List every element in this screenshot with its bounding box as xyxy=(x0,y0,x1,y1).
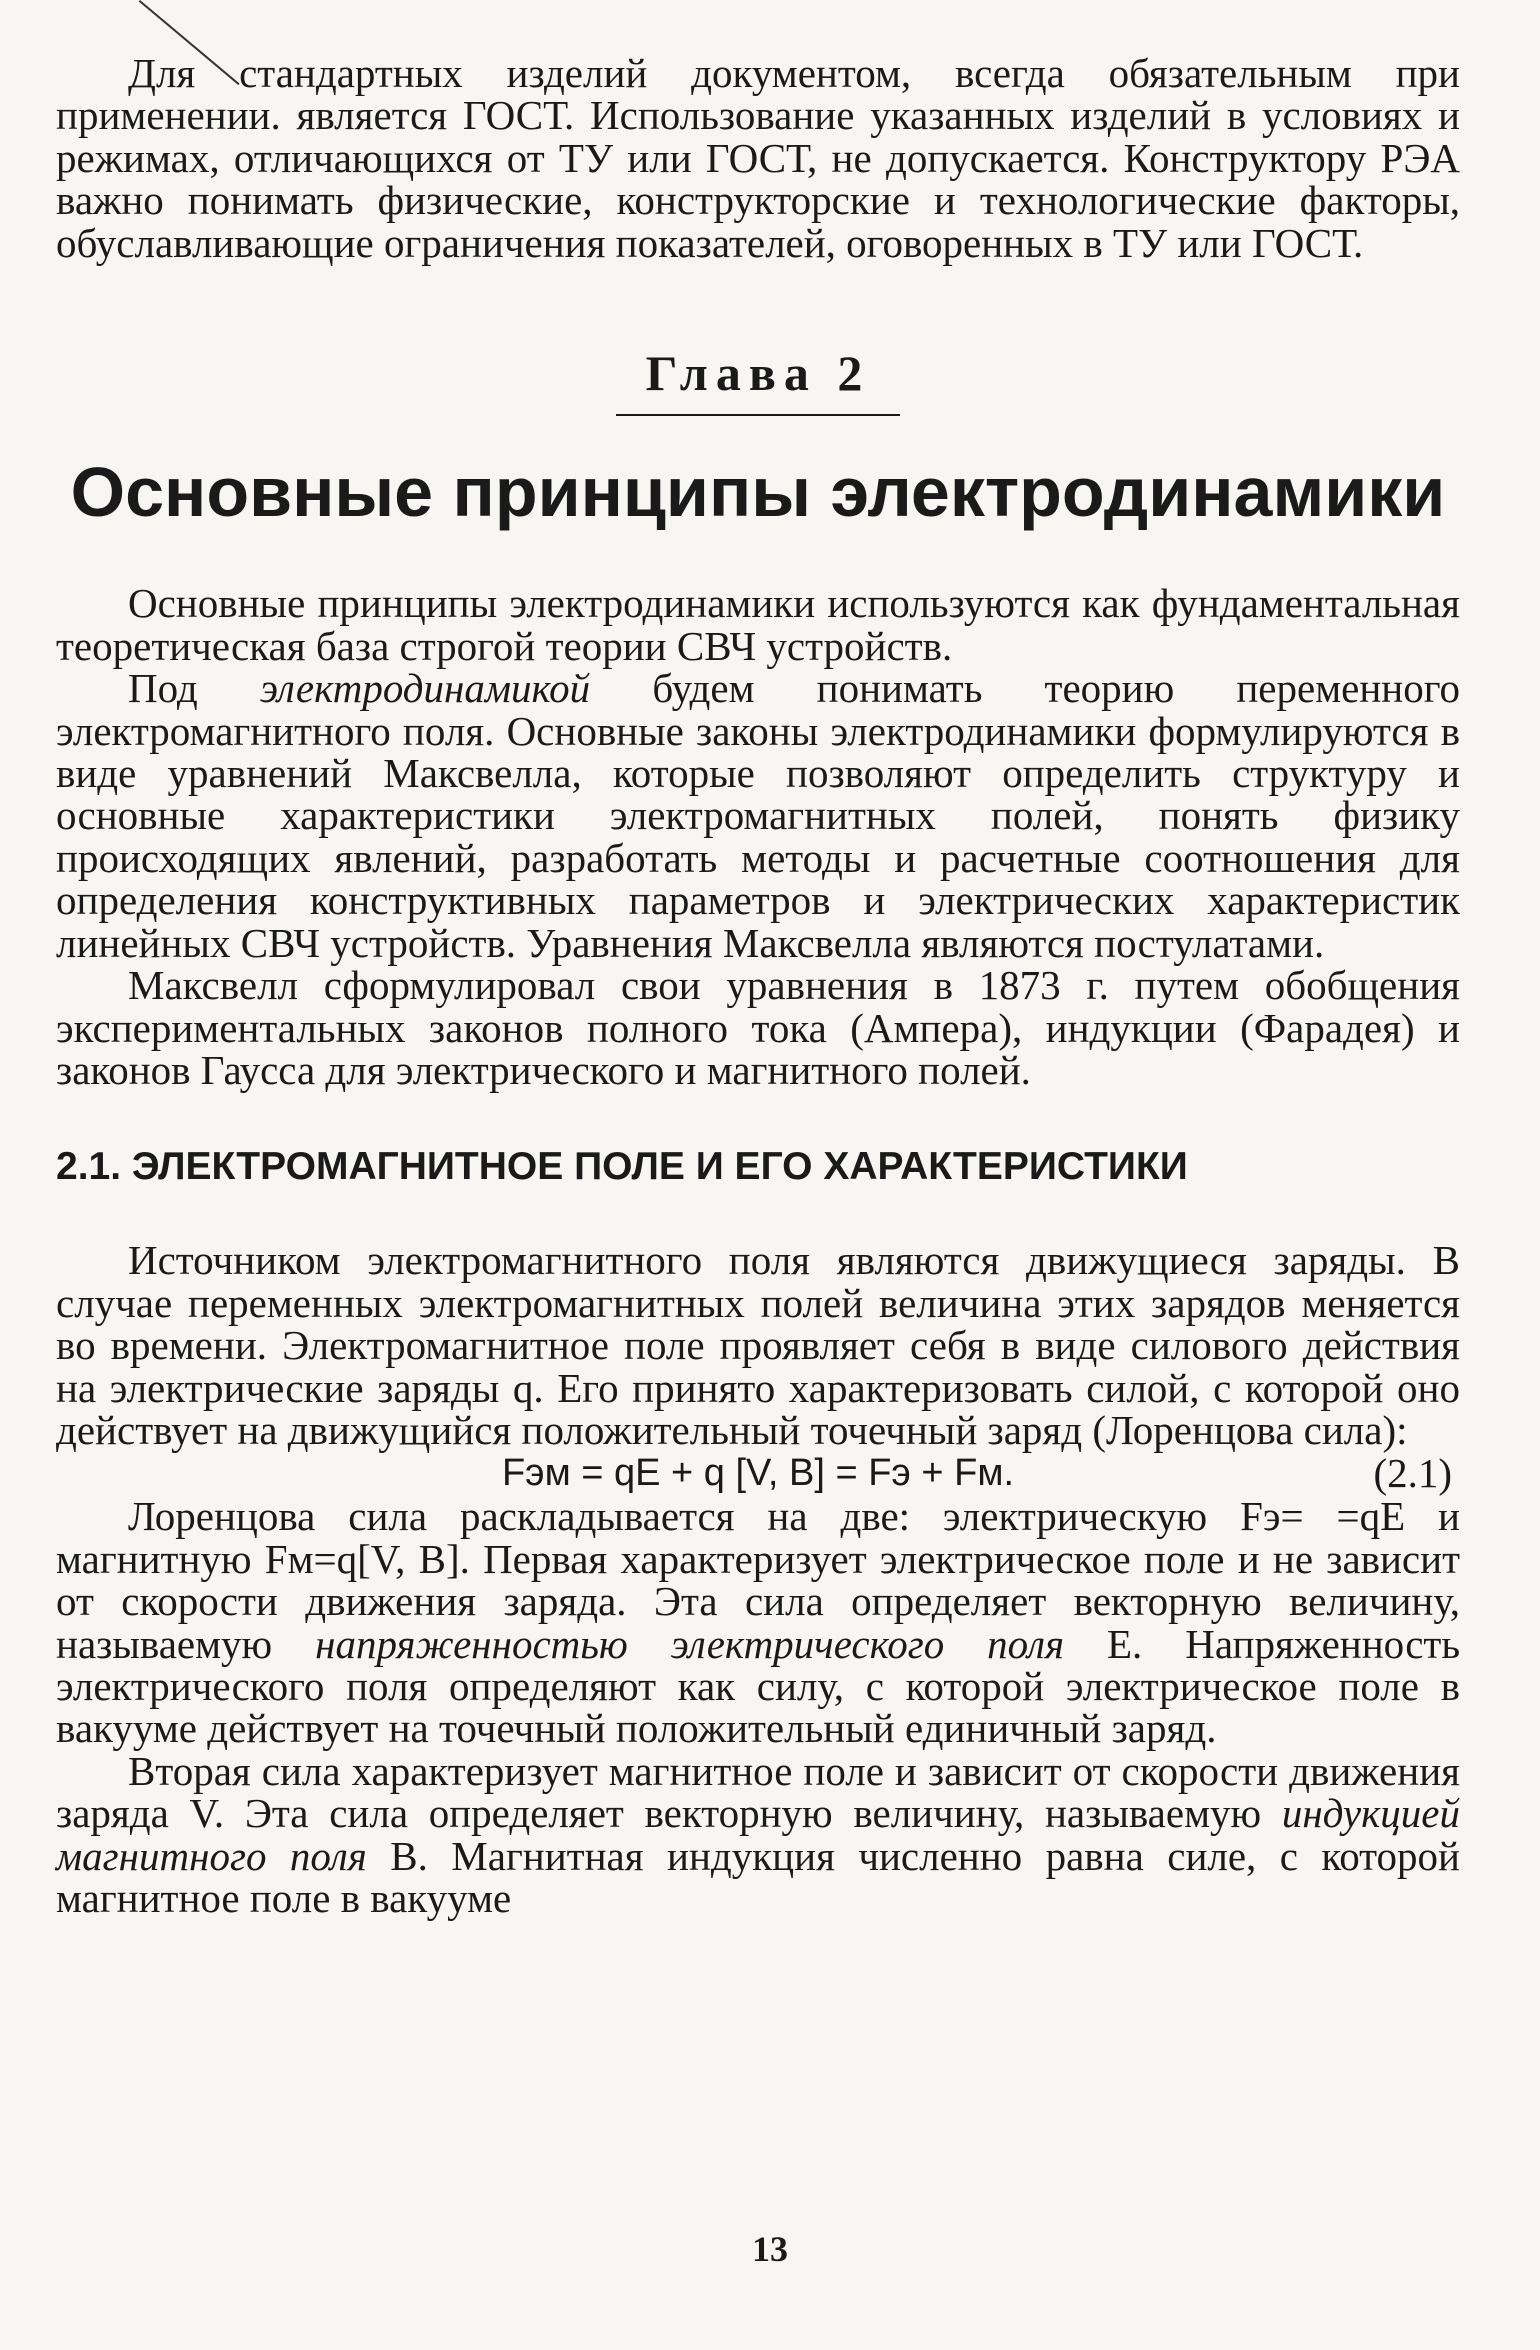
paragraph-3: Максвелл сформулировал свои уравнения в 1873 г. путем обобщения экспериментальных законов полного тока (Ампера), индукции (Фарадея) и законов Гаусса для электрического и магнитного полей. xyxy=(56,962,1460,1093)
chapter-label: Глава 2 xyxy=(645,345,871,402)
term-magnetic-induction: индукцией магнитного поля xyxy=(56,1790,1460,1879)
para5-b: E. Напряженность электрического поля определяют как силу, с которой электрическое поле в вакууме действует на точечный положительный единичный заряд. xyxy=(56,1620,1461,1752)
chapter-title: Основные принципы электродинамики xyxy=(70,453,1446,532)
equation-number: (2.1) xyxy=(1373,1450,1452,1497)
paragraph-4: Источником электромагнитного поля являются движущиеся заряды. В случае переменных электромагнитных полей величина этих зарядов меняется во времени. Электромагнитное поле проявляет себя в виде силового действия на электрические заряды q. Его принято характеризовать силой, с которой оно действует на движущийся положительный точечный заряд (Лоренцова сила): xyxy=(56,1237,1460,1453)
section-heading: 2.1. ЭЛЕКТРОМАГНИТНОЕ ПОЛЕ И ЕГО ХАРАКТЕРИСТИКИ xyxy=(56,1145,1188,1189)
page-body xyxy=(56,52,1460,1919)
term-electric-field-strength: напряженностью электрического поля xyxy=(315,1620,1065,1667)
paragraph-6 xyxy=(56,1747,1461,1921)
page-number: 13 xyxy=(752,2229,788,2269)
para6-b: B. Магнитная индукция численно равна силе, с которой магнитное поле в вакууме xyxy=(56,1832,1461,1921)
para6-a: Вторая сила характеризует магнитное поле и зависит от скорости движения заряда V. Эта сила определяет векторную величину, называемую xyxy=(56,1747,1460,1837)
paragraph-2 xyxy=(56,667,1460,964)
intro-paragraph: Для стандартных изделий документом, всегда обязательным при применении. является ГОСТ. Использование указанных изделий в условиях и режимах, отличающихся от ТУ или ГОСТ, не допускается. Конструктору РЭА важно понимать физические, конструкторские и технологические факторы, обуславливающие ограничения показателей, оговоренных в ТУ или ГОСТ. xyxy=(56,50,1460,266)
equation-2-1 xyxy=(56,1451,1460,1495)
paragraph-1: Основные принципы электродинамики используются как фундаментальная теоретическая база строгой теории СВЧ устройств. xyxy=(56,580,1460,669)
term-electrodynamics: электродинамикой xyxy=(259,665,591,712)
para5-a: Лоренцова сила раскладывается на две: электрическую Fэ= =qE и магнитную Fм=q[V, B]. Первая характеризует электрическое поле и не зависит от скорости движения заряда. Эта сила определяет векторную величину, называемую xyxy=(56,1493,1460,1667)
paragraph-5 xyxy=(56,1493,1461,1752)
para2-lead: Под xyxy=(128,665,198,712)
para2-rest: будем понимать теорию переменного электромагнитного поля. Основные законы электродинамики формулируются в виде уравнений Максвелла, которые позволяют определить структуру и основные характеристики электромагнитных полей, понять физику происходящих явлений, разработать методы и расчетные соотношения для определения конструктивных параметров и электрических характеристик линейных СВЧ устройств. Уравнения Максвелла являются постулатами. xyxy=(56,665,1461,966)
chapter-rule xyxy=(616,414,900,416)
equation-body: Fэм = qE + q [V, B] = Fэ + Fм. xyxy=(501,1452,1015,1495)
